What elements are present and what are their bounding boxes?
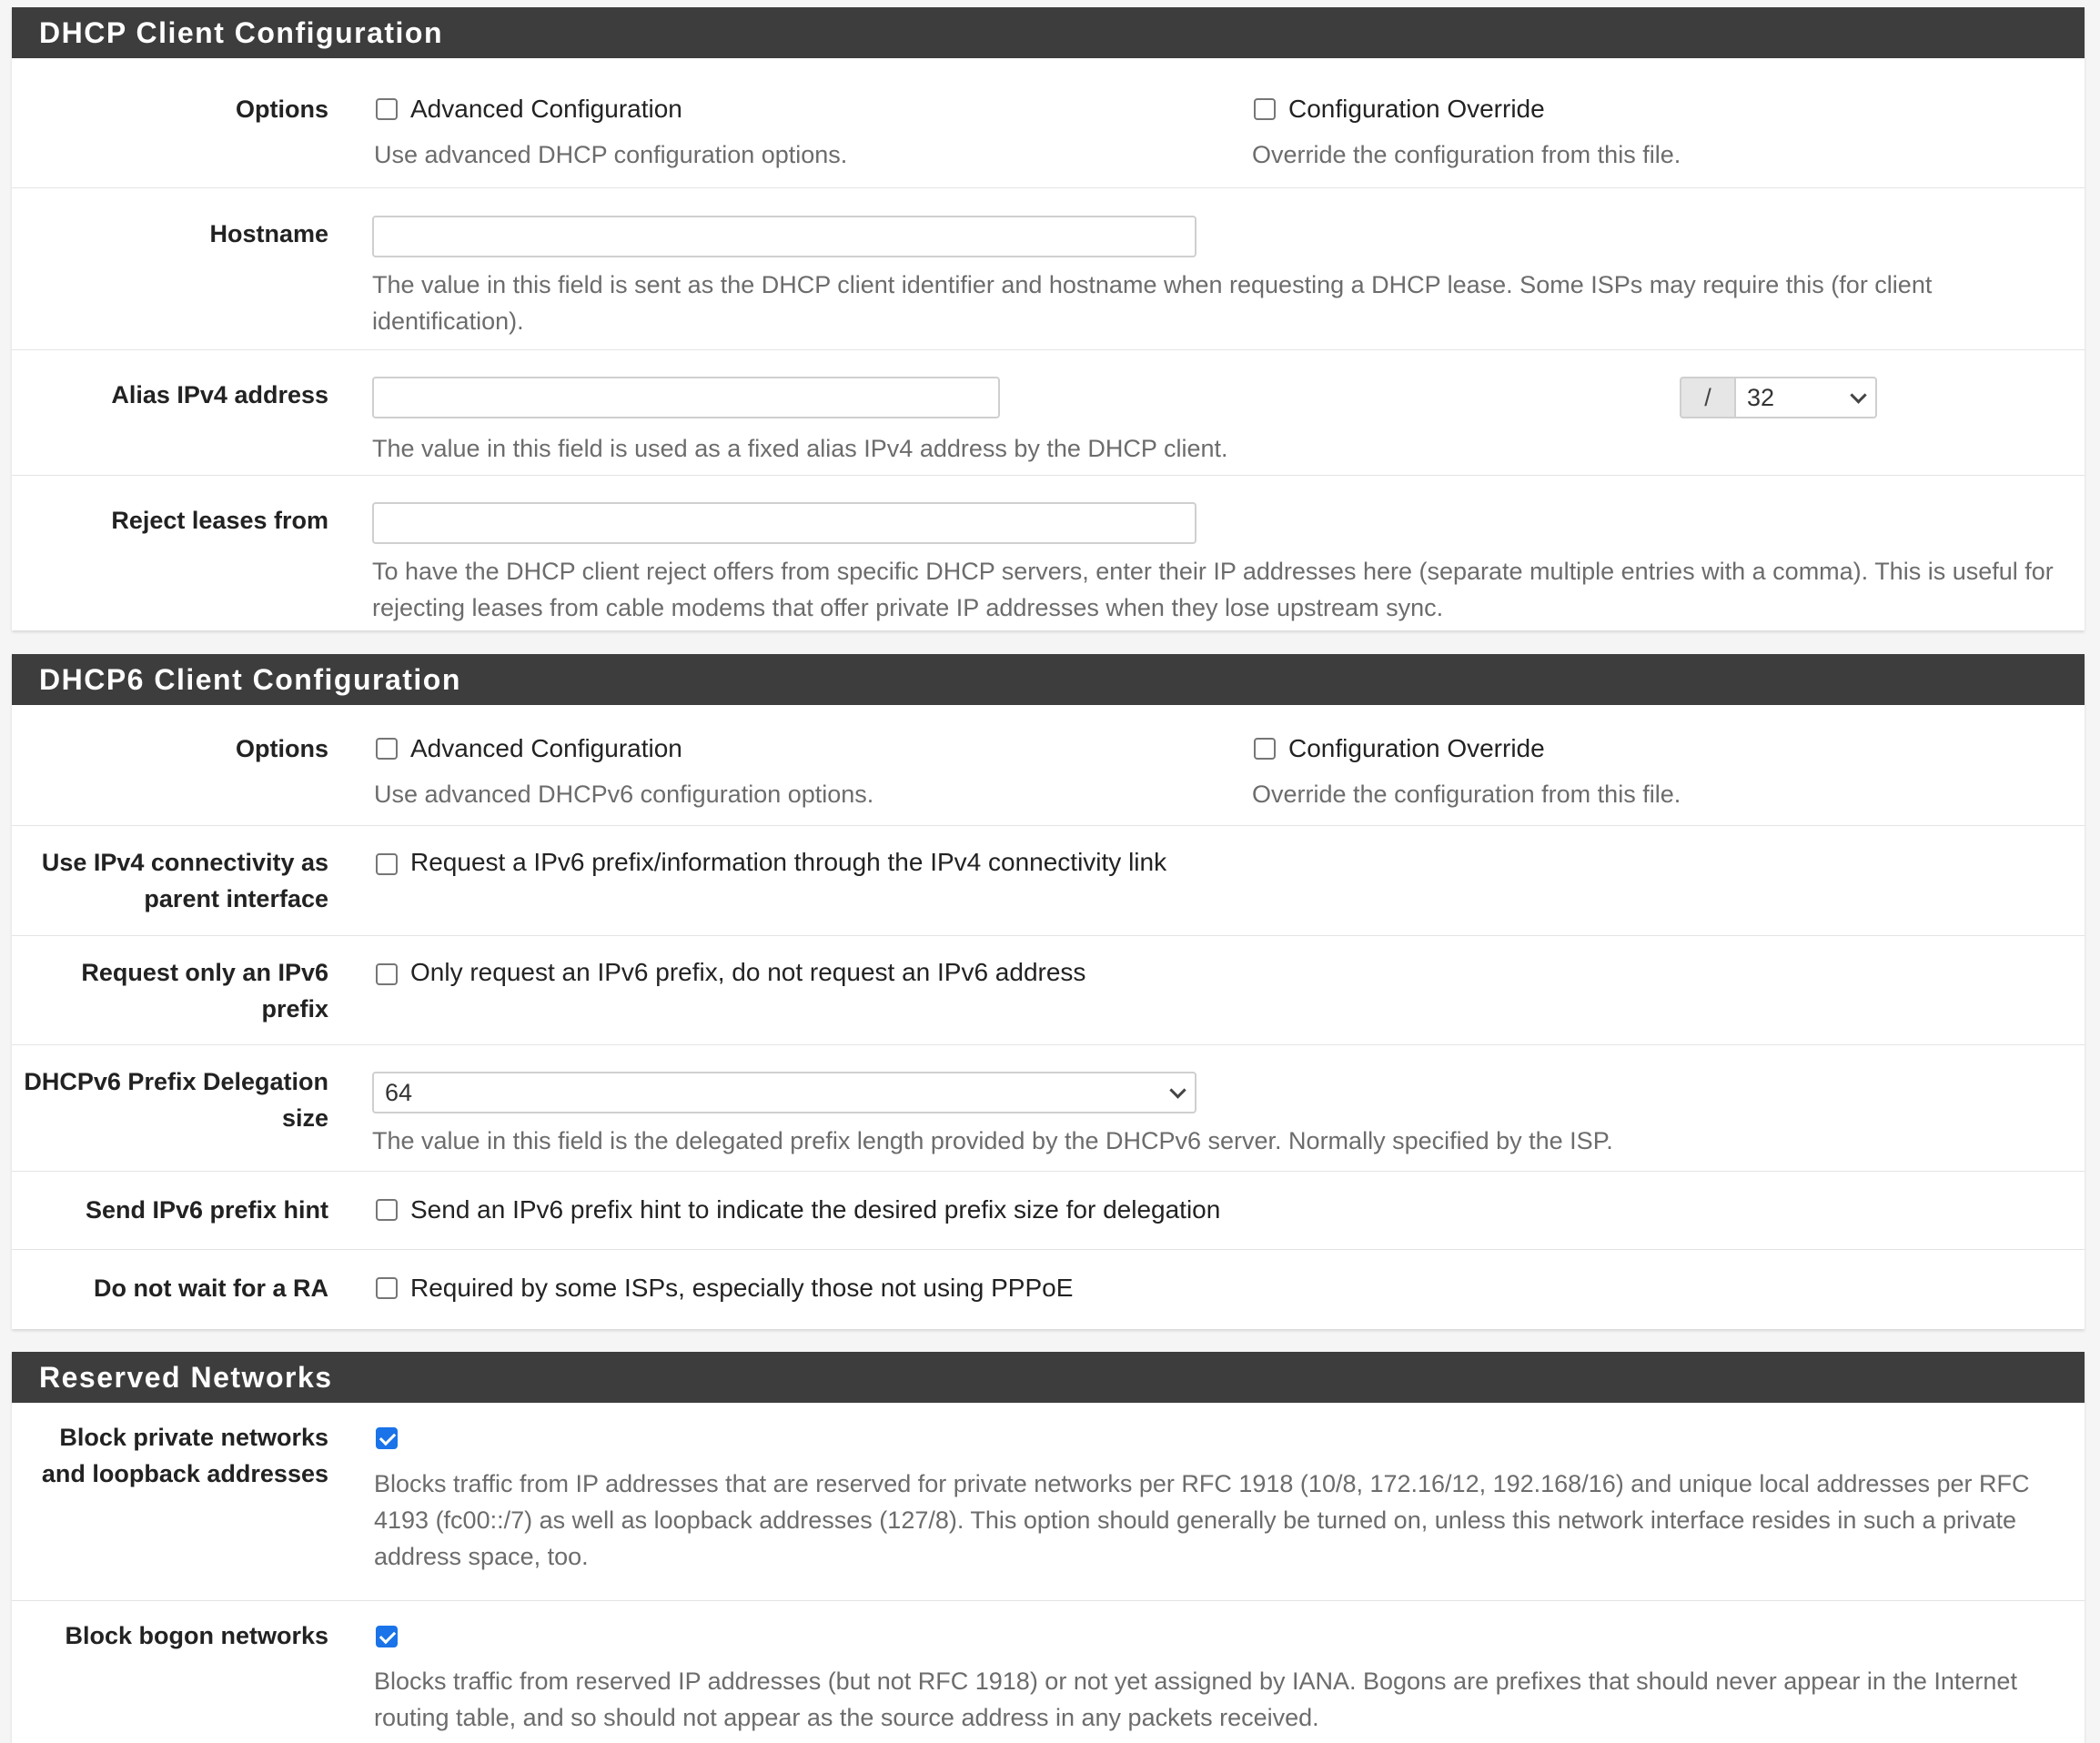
dhcp6-pd-size-help: The value in this field is the delegated prefix length provided by the DHCPv6 server. Normally specified by the ISP. xyxy=(372,1127,1613,1154)
dhcp6-pd-size-select[interactable] xyxy=(372,1072,1196,1113)
dhcp-client-panel xyxy=(12,7,2085,630)
dhcp6-no-ra-text[interactable]: Required by some ISPs, especially those not using PPPoE xyxy=(410,1274,1074,1302)
dhcp-hostname-row xyxy=(12,188,2085,350)
dhcp6-advanced-config-label[interactable]: Advanced Configuration xyxy=(410,734,682,762)
dhcp6-advanced-config-checkbox[interactable] xyxy=(376,738,398,760)
dhcp-reject-leases-input[interactable] xyxy=(372,502,1196,544)
dhcp6-ipv4-parent-checkbox[interactable] xyxy=(376,853,398,875)
dhcp6-prefix-hint-label: Send IPv6 prefix hint xyxy=(85,1196,328,1224)
dhcp6-prefix-only-text[interactable]: Only request an IPv6 prefix, do not request an IPv6 address xyxy=(410,958,1086,986)
dhcp6-pd-size-value: 64 xyxy=(385,1079,413,1106)
dhcp6-no-ra-label: Do not wait for a RA xyxy=(94,1275,328,1302)
dhcp-reject-leases-row xyxy=(12,476,2085,630)
dhcp6-prefix-hint-checkbox[interactable] xyxy=(376,1199,398,1221)
dhcp-client-panel-title: DHCP Client Configuration xyxy=(12,7,2085,58)
dhcp6-config-override-checkbox[interactable] xyxy=(1254,738,1276,760)
dhcp6-options-label: Options xyxy=(236,735,328,762)
dhcp-config-override-label[interactable]: Configuration Override xyxy=(1288,95,1545,123)
dhcp6-ipv4-parent-text[interactable]: Request a IPv6 prefix/information through the IPv4 connectivity link xyxy=(410,848,1167,876)
alias-cidr-slash-addon: / xyxy=(1680,377,1734,418)
dhcp-config-override-help: Override the configuration from this file. xyxy=(1252,141,1681,168)
dhcp6-client-panel xyxy=(12,654,2085,1329)
chevron-down-icon xyxy=(1850,387,1866,403)
dhcp6-prefix-hint-row xyxy=(12,1172,2085,1250)
dhcp6-ipv4-parent-label: Use IPv4 connectivity as parent interface xyxy=(41,849,328,912)
dhcp-alias-ipv4-input[interactable] xyxy=(372,377,1000,418)
dhcp-hostname-label: Hostname xyxy=(209,220,328,247)
dhcp-hostname-help: The value in this field is sent as the DHCP client identifier and hostname when requesting a DHCP lease. Some ISPs may require this (for client identification). xyxy=(372,271,1933,335)
block-private-help: Blocks traffic from IP addresses that are reserved for private networks per RFC 1918 (10/8, 172.16/12, 192.168/16) and unique local addresses per RFC 4193 (fc00::/7) as well as loopback addresses (127/8). This option should generally be turned on, unless this network interface resides in such a private address space, too. xyxy=(374,1470,2030,1570)
block-bogon-checkbox[interactable] xyxy=(376,1626,398,1647)
block-bogon-label: Block bogon networks xyxy=(65,1622,328,1649)
dhcp6-advanced-config-help: Use advanced DHCPv6 configuration options. xyxy=(374,781,874,808)
dhcp-reject-leases-help: To have the DHCP client reject offers from specific DHCP servers, enter their IP addresses here (separate multiple entries with a comma). This is useful for rejecting leases from cable modems that offer private IP addresses when they lose upstream sync. xyxy=(372,558,2054,621)
reserved-networks-panel-title: Reserved Networks xyxy=(12,1352,2085,1403)
block-bogon-help: Blocks traffic from reserved IP addresses (but not RFC 1918) or not yet assigned by IANA. Bogons are prefixes that should never appear in the Internet routing table, and so should not appear as the source address in any packets received. xyxy=(374,1667,2017,1731)
dhcp6-prefix-only-label: Request only an IPv6 prefix xyxy=(81,959,328,1023)
dhcp6-prefix-only-row xyxy=(12,936,2085,1045)
dhcp6-no-ra-checkbox[interactable] xyxy=(376,1277,398,1299)
block-bogon-row xyxy=(12,1601,2085,1743)
dhcp-alias-ipv4-label: Alias IPv4 address xyxy=(111,381,328,408)
reserved-networks-panel xyxy=(12,1352,2085,1743)
chevron-down-icon xyxy=(1169,1082,1186,1098)
dhcp-alias-ipv4-help: The value in this field is used as a fixed alias IPv4 address by the DHCP client. xyxy=(372,435,1228,462)
dhcp6-no-ra-row xyxy=(12,1250,2085,1329)
dhcp6-prefix-only-checkbox[interactable] xyxy=(376,963,398,985)
dhcp-options-row xyxy=(12,58,2085,188)
dhcp6-config-override-label[interactable]: Configuration Override xyxy=(1288,734,1545,762)
dhcp-reject-leases-label: Reject leases from xyxy=(111,507,328,534)
dhcp-advanced-config-checkbox[interactable] xyxy=(376,98,398,120)
block-private-label: Block private networks and loopback addresses xyxy=(41,1424,328,1487)
dhcp6-ipv4-parent-row xyxy=(12,826,2085,936)
dhcp-advanced-config-help: Use advanced DHCP configuration options. xyxy=(374,141,848,168)
block-private-checkbox[interactable] xyxy=(376,1427,398,1449)
alias-cidr-mask-value: 32 xyxy=(1747,384,1775,411)
dhcp-hostname-input[interactable] xyxy=(372,216,1196,257)
dhcp6-options-row xyxy=(12,705,2085,826)
dhcp-alias-ipv4-row xyxy=(12,350,2085,476)
dhcp6-pd-size-row xyxy=(12,1045,2085,1172)
dhcp6-pd-size-label: DHCPv6 Prefix Delegation size xyxy=(24,1068,328,1132)
dhcp6-client-panel-title: DHCP6 Client Configuration xyxy=(12,654,2085,705)
dhcp-advanced-config-label[interactable]: Advanced Configuration xyxy=(410,95,682,123)
dhcp6-prefix-hint-text[interactable]: Send an IPv6 prefix hint to indicate the desired prefix size for delegation xyxy=(410,1195,1221,1224)
dhcp-options-label: Options xyxy=(236,96,328,123)
alias-cidr-mask-select[interactable] xyxy=(1734,377,1877,418)
block-private-row xyxy=(12,1403,2085,1601)
dhcp6-config-override-help: Override the configuration from this file. xyxy=(1252,781,1681,808)
dhcp-config-override-checkbox[interactable] xyxy=(1254,98,1276,120)
